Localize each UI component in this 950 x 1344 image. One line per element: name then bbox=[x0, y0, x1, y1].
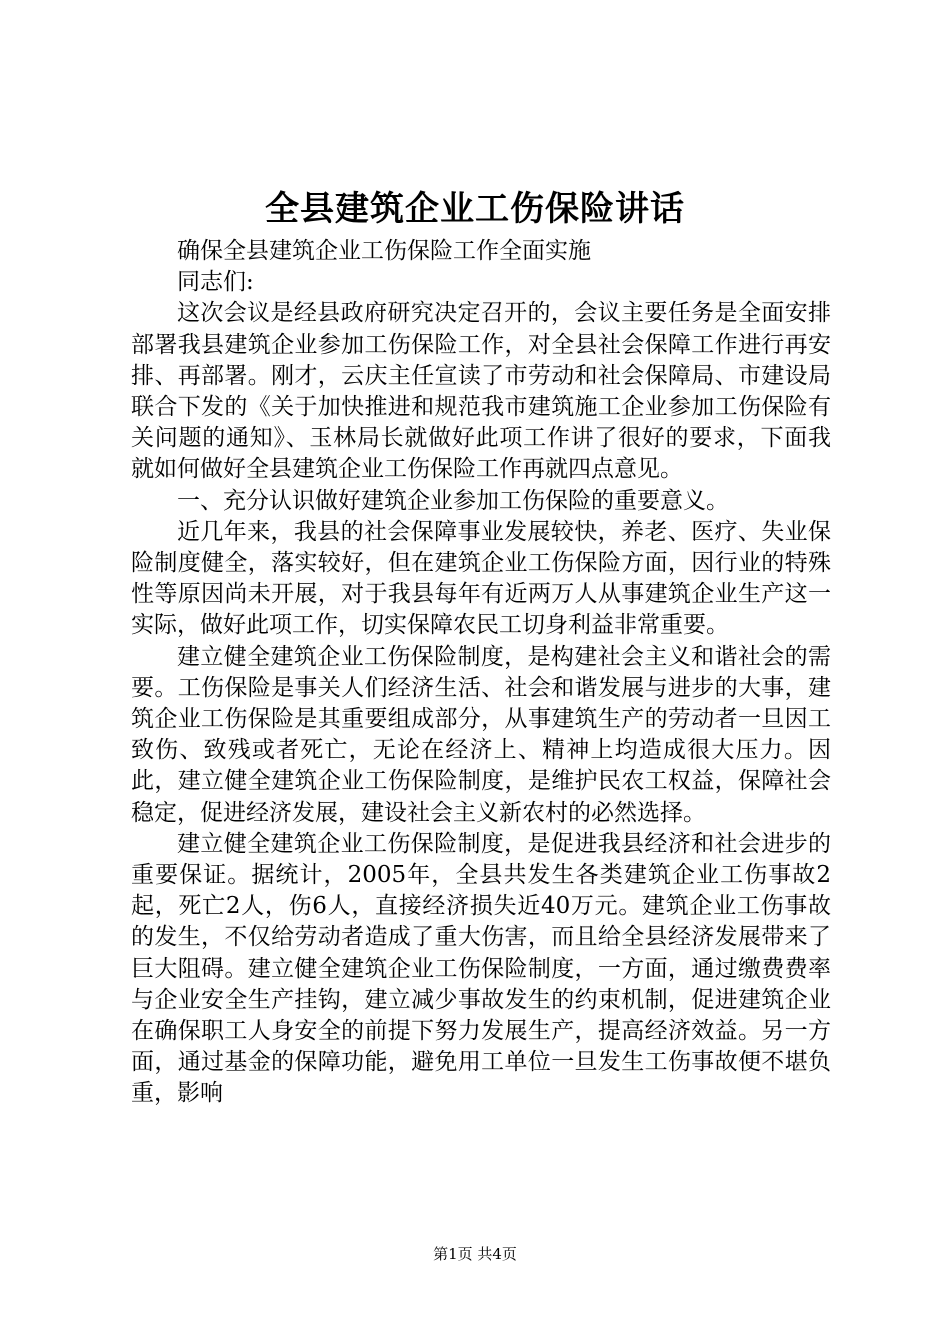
body-paragraph: 近几年来，我县的社会保障事业发展较快，养老、医疗、失业保险制度健全，落实较好，但在建筑企业工伤保险方面，因行业的特殊性等原因尚未开展，对于我县每年有近两万人从事建筑企业生产这一实际，做好此项工作，切实保障农民工切身利益非常重要。 bbox=[131, 518, 831, 639]
body-paragraph: 建立健全建筑企业工伤保险制度，是促进我县经济和社会进步的重要保证。据统计，2005年，全县共发生各类建筑企业工伤事故2起，死亡2人，伤6人，直接经济损失近40万元。建筑企业工伤事故的发生，不仅给劳动者造成了重大伤害，而且给全县经济发展带来了巨大阻碍。建立健全建筑企业工伤保险制度，一方面，通过缴费费率与企业安全生产挂钩，建立减少事故发生的约束机制，促进建筑企业在确保职工人身安全的前提下努力发展生产，提高经济效益。另一方面，通过基金的保障功能，避免用工单位一旦发生工伤事故便不堪负重，影响 bbox=[131, 830, 831, 1107]
salutation-paragraph: 同志们: bbox=[177, 269, 254, 296]
body-paragraph: 建立健全建筑企业工伤保险制度，是构建社会主义和谐社会的需要。工伤保险是事关人们经济生活、社会和谐发展与进步的大事，建筑企业工伤保险是其重要组成部分，从事建筑生产的劳动者一旦因工致伤、致残或者死亡，无论在经济上、精神上均造成很大压力。因此，建立健全建筑企业工伤保险制度，是维护民农工权益，保障社会稳定，促进经济发展，建设社会主义新农村的必然选择。 bbox=[131, 643, 831, 826]
document-body bbox=[131, 236, 831, 1110]
document-title: 全县建筑企业工伤保险讲话 bbox=[265, 189, 685, 229]
subtitle-paragraph: 确保全县建筑企业工伤保险工作全面实施 bbox=[177, 238, 591, 264]
body-paragraph: 这次会议是经县政府研究决定召开的，会议主要任务是全面安排部署我县建筑企业参加工伤保险工作，对全县社会保障工作进行再安排、再部署。刚才，云庆主任宣读了市劳动和社会保障局、市建设局联合下发的《关于加快推进和规范我市建筑施工企业参加工伤保险有关问题的通知》、玉林局长就做好此项工作讲了很好的要求，下面我就如何做好全县建筑企业工伤保险工作再就四点意见。 bbox=[131, 300, 831, 483]
page-footer: 第1页 共4页 bbox=[433, 1245, 517, 1263]
section-heading: 一、充分认识做好建筑企业参加工伤保险的重要意义。 bbox=[177, 487, 729, 514]
